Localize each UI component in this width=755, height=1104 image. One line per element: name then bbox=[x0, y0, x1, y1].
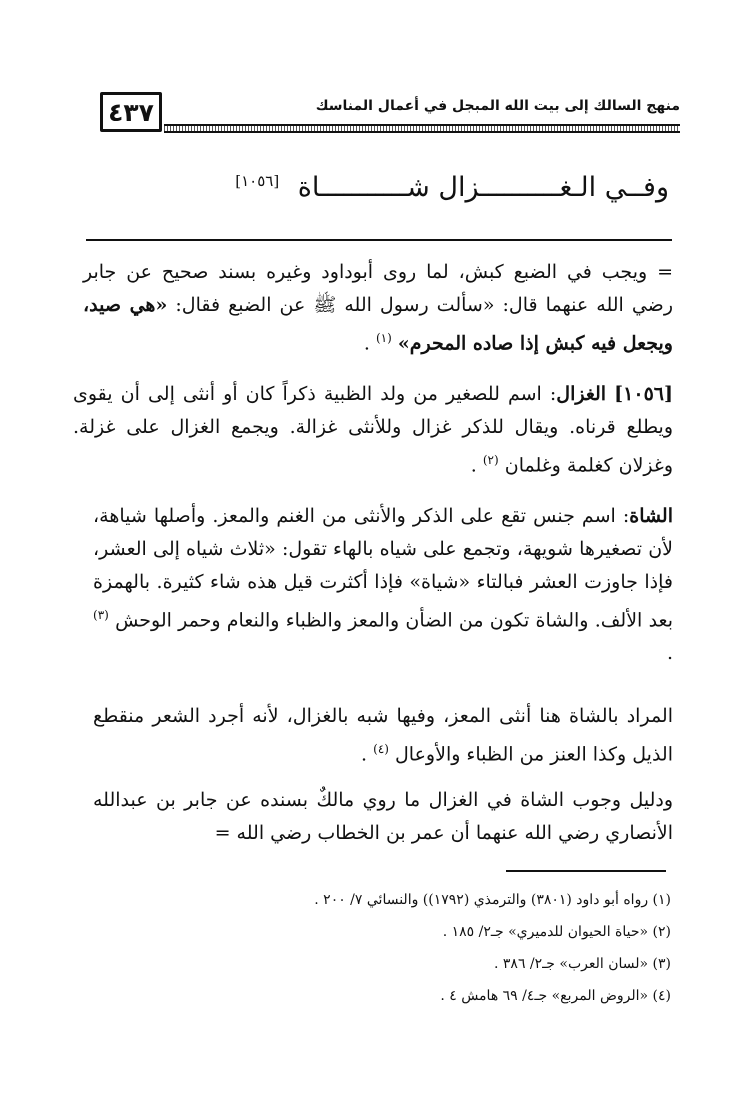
footnote-1: (١) رواه أبو داود (٣٨٠١) والترمذي (١٧٩٢)) والنسائي ٧/ ٢٠٠ . bbox=[314, 892, 671, 908]
verse-ref: [١٠٥٦] bbox=[235, 172, 280, 190]
footnote-4: (٤) «الروض المربع» جـ٤/ ٦٩ هامش ٤ . bbox=[440, 988, 671, 1004]
footnote-marker-4: (٤) bbox=[373, 742, 389, 756]
page-number: ٤٣٧ bbox=[108, 97, 154, 127]
term-ghazal: الغزال bbox=[556, 383, 607, 405]
term-shah: الشاة bbox=[629, 505, 673, 527]
paragraph-3 bbox=[93, 500, 673, 670]
paragraph-1 bbox=[83, 256, 673, 360]
p2-end: . bbox=[470, 454, 483, 477]
page-number-box bbox=[100, 92, 162, 132]
p5-text: ودليل وجوب الشاة في الغزال ما روي مالكٌ بسنده عن جابر بن عبدالله الأنصاري رضي الله عنهما أن عمر بن الخطاب رضي الله = bbox=[93, 789, 673, 844]
paragraph-2 bbox=[73, 378, 673, 482]
paragraph-4 bbox=[93, 700, 673, 771]
p4-text: المراد بالشاة هنا أنثى المعز، وفيها شبه بالغزال، لأنه أجرد الشعر منقطع الذيل وكذا العنز من الظباء والأوعال bbox=[93, 705, 673, 766]
entry-ref: [١٠٥٦] bbox=[614, 383, 673, 405]
footnote-3: (٣) «لسان العرب» جـ٢/ ٣٨٦ . bbox=[494, 956, 671, 972]
footnote-marker-1: (١) bbox=[375, 331, 392, 345]
footnote-rule bbox=[506, 870, 666, 872]
p3-end: . bbox=[666, 642, 673, 665]
p1-bold-quote: «هي صيد، ويجعل فيه كبش إذا صاده المحرم» bbox=[83, 294, 673, 355]
footnote-marker-2: (٢) bbox=[482, 453, 499, 467]
p1-text: = ويجب في الضبع كبش، لما روى أبوداود وغيره بسند صحيح عن جابر رضي الله عنهما قال: «سألت رسول الله ﷺ عن الضبع فقال: bbox=[83, 261, 673, 316]
p2-text: : اسم للصغير من ولد الظبية ذكراً كان أو أنثى إلى أن يقوى ويطلع قرناه. ويقال للذكر غزال وللأنثى غزالة. ويجمع الغزال على غزلة. وغزلان كغلمة وغلمان bbox=[73, 383, 673, 477]
p3-text: : اسم جنس تقع على الذكر والأنثى من الغنم والمعز. وأصلها شياهة، لأن تصغيرها شويهة، وتجمع على شياه بالهاء تقول: «ثلاث شياه إلى العشر، فإذا جاوزت العشر فبالتاء «شياة» فإذا أكثرت قيل هذه شاء كثيرة. بالهمزة بعد الألف. والشاة تكون من الضأن والمعز والظباء والنعام وحمر الوحش bbox=[93, 505, 673, 632]
paragraph-5 bbox=[93, 784, 673, 850]
page-header bbox=[100, 92, 680, 138]
running-title: منهج السالك إلى بيت الله المبجل في أعمال المناسك bbox=[315, 98, 680, 114]
p4-end: . bbox=[361, 743, 374, 766]
verse-rule bbox=[86, 239, 672, 241]
footnote-marker-3: (٣) bbox=[93, 608, 109, 622]
verse-line bbox=[69, 172, 669, 203]
footnote-2: (٢) «حياة الحيوان للدميري» جـ٢/ ١٨٥ . bbox=[442, 924, 671, 940]
verse-text: وفــي الـغــــــــــزال شـــــــــــاة bbox=[297, 172, 669, 203]
header-rule bbox=[164, 124, 680, 133]
p1-end: . bbox=[363, 332, 376, 355]
